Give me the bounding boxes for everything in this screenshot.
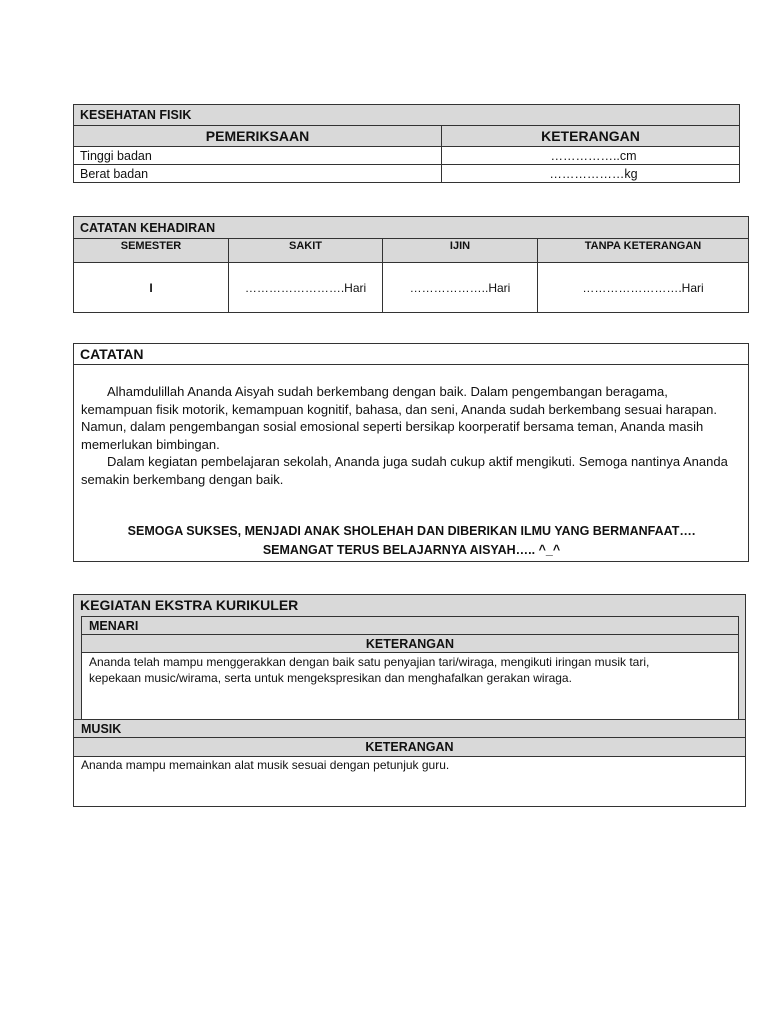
kesehatan-fisik-table (73, 104, 740, 183)
ekstra-kurikuler-section (73, 594, 746, 807)
tanpa-keterangan-value: …………………….Hari (538, 263, 749, 313)
menari-text: Ananda telah mampu menggerakkan dengan baik satu penyajian tari/wiraga, mengikuti iringan musik tari, kepekaan music/wirama, serta untuk mengekspresikan dan menghafalkan gerakan wiraga. (89, 655, 650, 685)
berat-badan-label: Berat badan (74, 165, 442, 183)
musik-text: Ananda mampu memainkan alat musik sesuai dengan petunjuk guru. (81, 758, 450, 772)
berat-badan-value: ………………kg (442, 165, 740, 183)
header-ijin: IJIN (383, 239, 538, 263)
musik-box (74, 719, 745, 806)
catatan-paragraph-2: Dalam kegiatan pembelajaran sekolah, Ananda juga sudah cukup aktif mengikuti. Semoga nantinya Ananda semakin berkembang dengan baik. (81, 454, 728, 487)
catatan-closing-1: SEMOGA SUKSES, MENJADI ANAK SHOLEHAH DAN DIBERIKAN ILMU YANG BERMANFAAT…. (127, 524, 696, 538)
catatan-body (74, 365, 748, 560)
menari-keterangan-header: KETERANGAN (82, 635, 738, 653)
sakit-value: …………………….Hari (229, 263, 383, 313)
ekstra-title: KEGIATAN EKSTRA KURIKULER (80, 597, 299, 613)
tinggi-badan-label: Tinggi badan (74, 147, 442, 165)
menari-label: MENARI (82, 617, 738, 635)
catatan-kehadiran-table (73, 216, 749, 313)
kehadiran-title: CATATAN KEHADIRAN (74, 217, 749, 239)
col-keterangan: KETERANGAN (442, 126, 740, 147)
kesehatan-fisik-title: KESEHATAN FISIK (74, 105, 740, 126)
catatan-paragraph-1: Alhamdulillah Ananda Aisyah sudah berkembang dengan baik. Dalam pengembangan beragama, kemampuan fisik motorik, kemampuan kognitif, bahasa, dan seni, Ananda sudah berkembang sesuai harapan. Namun, dalam pengembangan sosial emosional seperti bersikap koorperatif bersama teman, Ananda masih memerlukan bimbingan. (81, 384, 717, 452)
catatan-title: CATATAN (74, 344, 748, 365)
menari-box (81, 616, 739, 720)
catatan-closing-2: SEMANGAT TERUS BELAJARNYA AISYAH….. ^_^ (262, 543, 561, 557)
col-pemeriksaan: PEMERIKSAAN (74, 126, 442, 147)
ijin-value: ………………..Hari (383, 263, 538, 313)
header-sakit: SAKIT (229, 239, 383, 263)
musik-keterangan-header: KETERANGAN (74, 738, 745, 757)
tinggi-badan-value: ……………..cm (442, 147, 740, 165)
header-tanpa-keterangan: TANPA KETERANGAN (538, 239, 749, 263)
catatan-section (73, 343, 749, 562)
musik-label: MUSIK (74, 720, 745, 738)
semester-value: I (74, 263, 229, 313)
header-semester: SEMESTER (74, 239, 229, 263)
